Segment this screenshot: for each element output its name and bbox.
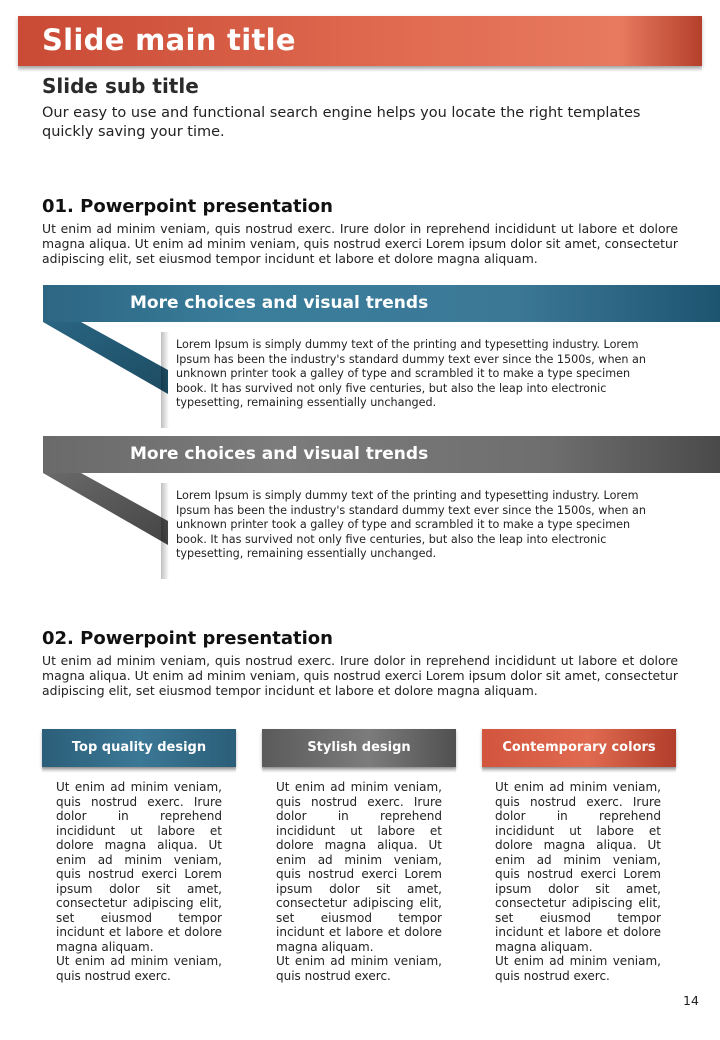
ribbon-2-text: Lorem Ipsum is simply dummy text of the printing and typesetting industry. Lorem Ipsum has been the industry's standard dummy text ever since the 1500s, when an unknown printer took a galley of type and scrambled it to make a type specimen book. It has survived not only five centuries, but also the leap into electronic typesetting, remaining essentially unchanged. [176,489,647,561]
column-3-paragraph-2: Ut enim ad minim veniam, quis nostrud exerc. [495,954,661,983]
column-2-paragraph-2: Ut enim ad minim veniam, quis nostrud exerc. [276,954,442,983]
page-subtitle: Slide sub title [42,74,199,98]
column-1-body [56,780,222,983]
page-number: 14 [683,993,699,1008]
section-1-body: Ut enim ad minim veniam, quis nostrud exerc. Irure dolor in reprehend incididunt ut labore et dolore magna aliqua. Ut enim ad minim veniam, quis nostrud exerci Lorem ipsum dolor sit amet, consectetur adipiscing elit, set eiusmod tempor incidunt et labore et dolore magna aliquam. [42,221,678,266]
column-3-paragraph-1: Ut enim ad minim veniam, quis nostrud exerc. Irure dolor in reprehend incididunt ut labore et dolore magna aliqua. Ut enim ad minim veniam, quis nostrud exerci Lorem ipsum dolor sit amet, consectetur adipiscing elit, set eiusmod tempor incidunt et labore et dolore magna aliquam. [495,780,661,954]
column-3-header: Contemporary colors [482,729,676,767]
section-2-heading: 02. Powerpoint presentation [42,628,333,649]
ribbon-2-label: More choices and visual trends [130,444,429,464]
page-title: Slide main title [42,23,296,57]
section-1-heading: 01. Powerpoint presentation [42,196,333,217]
section-2-body: Ut enim ad minim veniam, quis nostrud exerc. Irure dolor in reprehend incididunt ut labore et dolore magna aliqua. Ut enim ad minim veniam, quis nostrud exerci Lorem ipsum dolor sit amet, consectetur adipiscing elit, set eiusmod tempor incidunt et labore et dolore magna aliquam. [42,653,678,698]
column-2-header-shadow [262,767,456,773]
column-1-header: Top quality design [42,729,236,767]
column-3-header-shadow [482,767,676,773]
ribbon-2-fold [43,473,173,585]
column-2-header: Stylish design [262,729,456,767]
ribbon-1-label: More choices and visual trends [130,293,429,313]
ribbon-1-text: Lorem Ipsum is simply dummy text of the printing and typesetting industry. Lorem Ipsum has been the industry's standard dummy text ever since the 1500s, when an unknown printer took a galley of type and scrambled it to make a type specimen book. It has survived not only five centuries, but also the leap into electronic typesetting, remaining essentially unchanged. [176,338,647,410]
column-1-paragraph-2: Ut enim ad minim veniam, quis nostrud exerc. [56,954,222,983]
ribbon-1-fold [43,322,173,434]
ribbon-1-bar [43,285,720,322]
intro-text: Our easy to use and functional search engine helps you locate the right templates quickly saving your time. [42,105,641,140]
column-3-body [495,780,661,983]
column-2-paragraph-1: Ut enim ad minim veniam, quis nostrud exerc. Irure dolor in reprehend incididunt ut labore et dolore magna aliqua. Ut enim ad minim veniam, quis nostrud exerci Lorem ipsum dolor sit amet, consectetur adipiscing elit, set eiusmod tempor incidunt et labore et dolore magna aliquam. [276,780,442,954]
ribbon-2-bar [43,436,720,473]
column-2-body [276,780,442,983]
column-1-paragraph-1: Ut enim ad minim veniam, quis nostrud exerc. Irure dolor in reprehend incididunt ut labore et dolore magna aliqua. Ut enim ad minim veniam, quis nostrud exerci Lorem ipsum dolor sit amet, consectetur adipiscing elit, set eiusmod tempor incidunt et labore et dolore magna aliquam. [56,780,222,954]
column-1-header-shadow [42,767,236,773]
